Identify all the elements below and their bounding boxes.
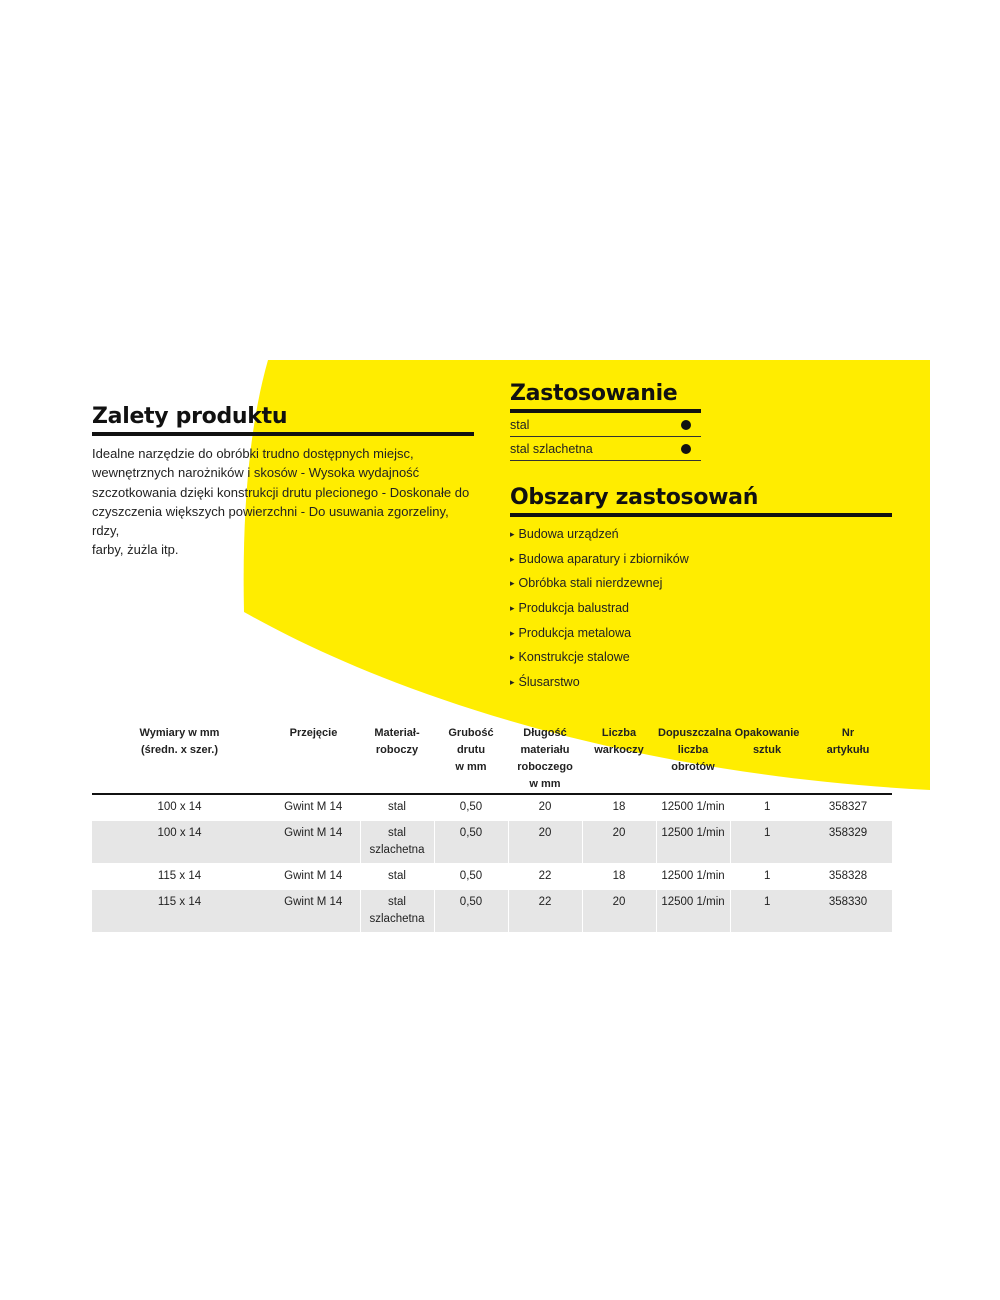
list-item — [510, 574, 892, 599]
cell-pack: 1 — [764, 870, 771, 882]
triangle-bullet-icon: ▸ — [510, 603, 515, 614]
cell-working-length: 20 — [508, 794, 582, 821]
area-label: Konstrukcje stalowe — [518, 650, 630, 665]
list-item — [510, 648, 892, 673]
benefits-line: farby, żużla itp. — [92, 542, 179, 558]
cell-pack: 1 — [764, 801, 771, 813]
cell-material — [360, 864, 434, 890]
cell-max-speed: 12500 1/min — [656, 794, 730, 821]
triangle-bullet-icon: ▸ — [510, 553, 515, 564]
cell-thread: Gwint M 14 — [267, 890, 360, 933]
cell-line: stal — [388, 801, 406, 813]
header-line: Liczba — [601, 727, 637, 739]
cell-max-speed: 12500 1/min — [656, 821, 730, 864]
application-row — [510, 413, 701, 437]
triangle-bullet-icon: ▸ — [510, 677, 515, 688]
application-title: Zastosowanie — [510, 383, 701, 413]
triangle-bullet-icon: ▸ — [510, 529, 515, 539]
cell-line: stal — [388, 870, 406, 882]
areas-list — [510, 525, 892, 698]
cell-working-length: 22 — [508, 890, 582, 933]
table-header-row — [92, 725, 892, 794]
cell-material — [360, 821, 434, 864]
cell-pack: 1 — [730, 821, 804, 864]
cell-line: szlachetna — [369, 844, 425, 856]
header-working-length — [508, 725, 582, 794]
cell-braids: 18 — [612, 870, 626, 882]
cell-dimensions: 115 x 14 — [157, 870, 202, 882]
benefits-line: wewnętrznych narożników i skosów - Wysoka wydajność — [92, 465, 420, 481]
header-pack — [730, 725, 804, 794]
cell-dimensions: 115 x 14 — [92, 890, 267, 933]
header-dimensions — [92, 725, 267, 794]
header-wire-thickness — [434, 725, 508, 794]
list-item — [510, 673, 892, 698]
cell-dimensions: 100 x 14 — [92, 821, 267, 864]
cell-max-speed: 12500 1/min — [656, 890, 730, 933]
header-material — [360, 725, 434, 794]
specification-table — [92, 725, 892, 933]
area-label: Ślusarstwo — [518, 675, 580, 690]
header-line: (średn. x szer.) — [140, 744, 219, 756]
cell-wire-thickness: 0,50 — [459, 870, 483, 882]
list-item — [510, 525, 892, 550]
header-line: w mm — [455, 761, 487, 773]
header-line: liczba — [677, 744, 709, 756]
header-max-speed — [656, 725, 730, 794]
header-line: obrotów — [671, 761, 715, 773]
cell-article-number: 358327 — [828, 801, 868, 813]
cell-max-speed: 12500 1/min — [656, 864, 730, 890]
cell-line: stal — [388, 896, 406, 908]
cell-thread: Gwint M 14 — [267, 821, 360, 864]
area-label: Budowa aparatury i zbiorników — [518, 551, 689, 566]
application-areas-section — [510, 487, 892, 698]
header-line: w mm — [529, 778, 561, 790]
header-line: warkoczy — [594, 744, 644, 756]
header-line: materiału — [520, 744, 570, 756]
application-label: stal szlachetna — [510, 441, 593, 456]
area-label: Obróbka stali nierdzewnej — [518, 576, 663, 591]
triangle-bullet-icon: ▸ — [510, 627, 515, 638]
header-line: drutu — [456, 744, 486, 756]
benefits-line: Idealne narzędzie do obróbki trudno dostępnych miejsc, — [92, 446, 414, 461]
cell-line: szlachetna — [369, 913, 425, 925]
product-benefits-section — [92, 406, 474, 560]
area-label: Produkcja balustrad — [518, 601, 630, 616]
list-item — [510, 624, 892, 649]
cell-wire-thickness: 0,50 — [459, 801, 483, 813]
cell-article-number: 358329 — [804, 821, 892, 864]
header-article-number — [804, 725, 892, 794]
cell-dimensions: 100 x 14 — [157, 801, 202, 813]
area-label: Produkcja metalowa — [518, 625, 632, 640]
header-line: Dopuszczalna — [658, 727, 732, 739]
cell-article-number: 358328 — [828, 870, 868, 882]
benefits-line: szczotkowania dzięki konstrukcji drutu plecionego - Doskonałe do — [92, 484, 470, 500]
table-row — [92, 890, 892, 933]
table-row — [92, 794, 892, 821]
header-line: Przejęcie — [289, 727, 338, 739]
table-body — [92, 794, 892, 933]
header-line: Nr — [841, 727, 855, 739]
header-line: roboczy — [375, 744, 419, 756]
application-label: stal — [510, 417, 530, 432]
cell-line: stal — [388, 827, 406, 839]
triangle-bullet-icon: ▸ — [510, 578, 515, 589]
application-row — [510, 437, 701, 461]
table-row — [92, 821, 892, 864]
area-label: Budowa urządzeń — [518, 527, 619, 541]
header-line: roboczego — [517, 761, 573, 773]
header-line: artykułu — [826, 744, 870, 756]
cell-pack: 1 — [730, 890, 804, 933]
filled-dot-icon — [681, 444, 691, 454]
triangle-bullet-icon: ▸ — [510, 652, 515, 663]
header-line: Materiał- — [374, 727, 420, 739]
cell-thread: Gwint M 14 — [284, 801, 343, 813]
application-section — [510, 383, 701, 461]
cell-material — [360, 890, 434, 933]
header-braids — [582, 725, 656, 794]
cell-wire-thickness: 0,50 — [434, 821, 508, 864]
areas-title: Obszary zastosowań — [510, 487, 892, 517]
cell-braids: 20 — [582, 821, 656, 864]
benefits-text — [92, 444, 474, 560]
header-line: Długość — [523, 727, 567, 739]
cell-thread: Gwint M 14 — [284, 870, 343, 882]
header-thread — [267, 725, 360, 794]
cell-article-number: 358330 — [804, 890, 892, 933]
list-item — [510, 599, 892, 624]
cell-braids: 20 — [582, 890, 656, 933]
list-item — [510, 550, 892, 575]
header-line: Opakowanie — [734, 727, 800, 739]
cell-working-length: 20 — [508, 821, 582, 864]
benefits-title: Zalety produktu — [92, 406, 474, 436]
cell-working-length: 22 — [508, 864, 582, 890]
header-line: sztuk — [752, 744, 782, 756]
table-header — [92, 725, 892, 794]
filled-dot-icon — [681, 420, 691, 430]
cell-wire-thickness: 0,50 — [434, 890, 508, 933]
benefits-line: czyszczenia większych powierzchni - Do usuwania zgorzeliny, rdzy, — [92, 503, 449, 539]
header-line: Grubość — [448, 727, 494, 739]
table-row — [92, 864, 892, 890]
header-line: Wymiary w mm — [139, 727, 220, 739]
cell-material — [360, 794, 434, 821]
cell-braids: 18 — [612, 801, 626, 813]
